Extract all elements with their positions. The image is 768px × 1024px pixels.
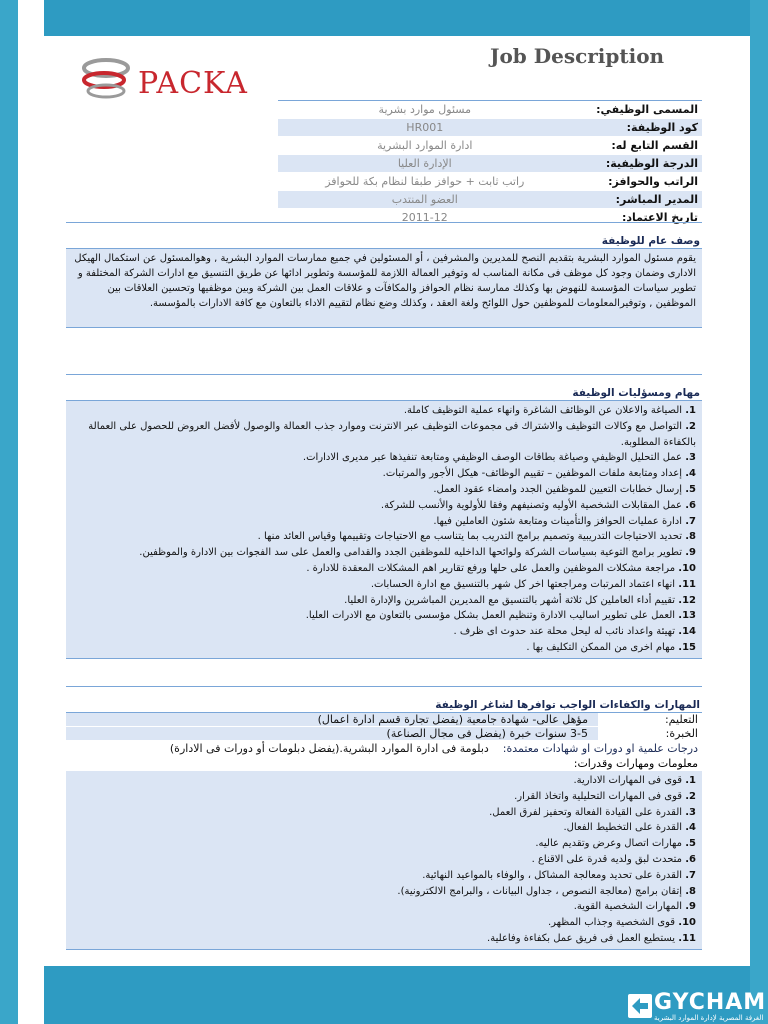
item-text: تحديد الاحتياجات التدريبية وتصميم برامج التدريب بما يتناسب مع الاحتياجات وتقييمها وقياس العائد منها .	[257, 531, 683, 543]
item-number: 5.	[685, 483, 696, 495]
item-number: 13.	[678, 610, 696, 622]
item-number: 4.	[685, 468, 696, 480]
item-number: 6.	[685, 499, 696, 511]
list-item	[72, 545, 696, 561]
item-number: 2.	[685, 420, 696, 432]
item-text: المهارات الشخصية القوية.	[573, 901, 683, 913]
info-value: العضو المنتدب	[278, 191, 572, 209]
list-item	[72, 773, 696, 789]
list-item	[72, 561, 696, 577]
info-label: تاريخ الاعتماد:	[572, 209, 702, 227]
list-item	[72, 450, 696, 466]
item-text: قوى الشخصية وجذاب المظهر.	[547, 917, 676, 929]
list-item	[72, 577, 696, 593]
info-label: القسم التابع له:	[572, 137, 702, 155]
packa-logo	[80, 48, 248, 106]
skills-list	[66, 771, 702, 950]
item-number: 1.	[685, 775, 696, 786]
degrees-row	[66, 741, 702, 756]
info-value: راتب ثابت + حوافز طبقا لنظام بكة للحوافز	[278, 173, 572, 191]
info-value: ادارة الموارد البشرية	[278, 137, 572, 155]
knowledge-label: معلومات ومهارات وقدرات:	[573, 757, 698, 770]
item-number: 15.	[678, 641, 696, 653]
item-number: 9.	[685, 901, 696, 913]
job-info-table	[278, 100, 702, 227]
info-row	[278, 173, 702, 191]
item-number: 1.	[685, 405, 696, 416]
info-row	[278, 101, 702, 119]
experience-value: 3-5 سنوات خبرة (يفضل فى مجال الصناعة)	[66, 727, 598, 740]
info-value: 2011-12	[278, 209, 572, 227]
section-heading: مهام ومسؤليات الوظيفة	[66, 374, 702, 401]
item-text: عمل المقابلات الشخصية الأوليه وتصنيفهم وفقا للأولوية والأنسب للشركة.	[380, 499, 683, 511]
item-number: 8.	[685, 531, 696, 543]
item-number: 2.	[685, 790, 696, 802]
info-label: كود الوظيفة:	[572, 119, 702, 137]
info-row	[278, 155, 702, 173]
list-item	[72, 868, 696, 884]
list-item	[72, 529, 696, 545]
info-label: الدرجة الوظيفية:	[572, 155, 702, 173]
top-band	[44, 0, 750, 36]
item-text: القدرة على تحديد ومعالجة المشاكل ، والوفاء بالمواعيد النهائية.	[422, 869, 683, 881]
item-text: عمل التحليل الوظيفي وصياغة بطاقات الوصف الوظيفي ومتابعة تنفيذها عبر مديرى الادارات.	[302, 452, 683, 464]
item-number: 8.	[685, 885, 696, 897]
experience-label: الخبرة:	[598, 727, 702, 740]
general-description-section	[66, 222, 702, 328]
list-item	[72, 789, 696, 805]
skills-section	[66, 686, 702, 950]
list-item	[72, 852, 696, 868]
tasks-list	[66, 401, 702, 659]
list-item	[72, 419, 696, 451]
item-text: الصياغة والاعلان عن الوظائف الشاغرة وانهاء عملية التوظيف كاملة.	[403, 405, 683, 416]
item-text: مراجعة مشكلات الموظفين والعمل على حلها ورفع تقارير اهم المشكلات المعقدة للادارة .	[306, 562, 676, 574]
item-text: انهاء اعتماد المرتبات ومراجعتها اخر كل شهر بالتنسيق مع ادارة الحسابات.	[370, 578, 676, 590]
education-row	[66, 713, 702, 727]
experience-row	[66, 727, 702, 741]
info-row	[278, 191, 702, 209]
list-item	[72, 805, 696, 821]
item-number: 6.	[685, 853, 696, 865]
list-item	[72, 608, 696, 624]
logo-text: PACKA	[138, 66, 248, 101]
item-text: القدرة على التخطيط الفعال.	[563, 822, 683, 834]
info-label: الراتب والحوافز:	[572, 173, 702, 191]
item-number: 11.	[678, 578, 696, 590]
degrees-value: دبلومة فى ادارة الموارد البشرية.(يفضل دبلومات أو دورات فى الادارة)	[169, 742, 489, 755]
list-item	[72, 466, 696, 482]
info-label: المسمى الوظيفي:	[572, 101, 702, 119]
item-text: متحدث لبق ولديه قدرة على الاقناع .	[531, 853, 683, 865]
list-item	[72, 482, 696, 498]
item-text: إعداد ومتابعة ملفات الموظفين – تقييم الوظائف- هيكل الأجور والمرتبات.	[382, 468, 683, 480]
item-number: 14.	[678, 626, 696, 638]
item-text: العمل على تطوير اساليب الادارة وتنظيم العمل بشكل مؤسسى بالتعاون مع الادرات العليا.	[305, 610, 676, 622]
item-text: تهيئة واعداد نائب له ليحل محلة عند حدوث اى ظرف .	[453, 626, 676, 638]
gycham-logo	[628, 990, 768, 1024]
item-text: مهام اخرى من الممكن التكليف بها .	[526, 641, 676, 653]
section-heading: وصف عام للوظيفة	[66, 222, 702, 249]
list-item	[72, 640, 696, 656]
section-heading: المهارات والكفاءات الواجب توافرها لشاغر الوظيفة	[66, 686, 702, 713]
item-text: تطوير برامج التوعية بسياسات الشركة ولوائحها الداخليه للموظفين الجدد والقدامى والعمل على سد الفجوات بين الادارة والموظفين.	[139, 547, 683, 559]
gycham-emblem-icon	[628, 994, 652, 1018]
item-number: 4.	[685, 822, 696, 834]
item-text: إرسال خطابات التعيين للموظفين الجدد وامضاء عقود العمل.	[433, 483, 683, 495]
info-row	[278, 137, 702, 155]
item-number: 12.	[678, 594, 696, 606]
item-text: إتقان برامج (معالجة النصوص ، جداول البيانات ، والبرامج الالكترونية).	[397, 885, 683, 897]
logo-swirl-icon	[80, 48, 140, 106]
list-item	[72, 514, 696, 530]
left-border	[0, 0, 18, 1024]
gycham-subtitle: الغرفة المصرية لإدارة الموارد البشرية	[654, 1014, 764, 1022]
list-item	[72, 836, 696, 852]
list-item	[72, 820, 696, 836]
info-label: المدير المباشر:	[572, 191, 702, 209]
list-item	[72, 624, 696, 640]
item-number: 9.	[685, 547, 696, 559]
general-description-text: يقوم مسئول الموارد البشرية بتقديم النصح للمديرين والمشرفين ، أو المسئولين في جميع ممارسات الموارد البشرية , وهوالمسئول عن استكمال الهيكل الادارى وضمان وجود كل موظف فى مكانة المناسب له وتوفير العمالة اللازمة للمؤسسة وتطوير ادائها عن طريق التنسيق مع ادارات الشركة المختلفة و تطوير سياسات المؤسسة للنهوض بها وكذلك ممارسة نظام الحوافز والمكافآت و علاقات العمل بين الشركة وبين موظفيها وتحسين العلاقات بين الموظفين , وتوفيرالمعلومات للموظفين حول اللوائح ولغة العقد ، وكذلك وضع نظام لتقييم الاداء بالتعاون مع كافة الادارات بالمؤسسة.	[66, 249, 702, 328]
item-text: قوى فى المهارات الادارية.	[573, 775, 683, 786]
info-value: الإدارة العليا	[278, 155, 572, 173]
item-number: 11.	[678, 932, 696, 944]
item-text: التواصل مع وكالات التوظيف والاشتراك فى مجموعات التوظيف عبر الانترنت وموارد جذب العمالة والوصول لأفضل العروض للحصول على العمالة بالكفاءة المطلوبة.	[88, 420, 696, 448]
list-item	[72, 915, 696, 931]
list-item	[72, 899, 696, 915]
info-value: مسئول موارد بشرية	[278, 101, 572, 119]
list-item	[72, 498, 696, 514]
item-number: 3.	[685, 806, 696, 818]
item-number: 10.	[678, 917, 696, 929]
item-text: القدرة على القيادة الفعالة وتحفيز لفرق العمل.	[489, 806, 683, 818]
document-page	[44, 36, 750, 966]
item-text: مهارات اتصال وعرض وتقديم عاليه.	[535, 838, 683, 850]
gycham-brand: GYCHAM	[654, 990, 767, 1015]
list-item	[72, 931, 696, 947]
item-text: ادارة عمليات الحوافز والتأمينات ومتابعة شئون العاملين فيها.	[433, 515, 683, 527]
item-text: قوى فى المهارات التحليلية واتخاذ القرار.	[514, 790, 683, 802]
list-item	[72, 403, 696, 419]
item-number: 3.	[685, 452, 696, 464]
education-label: التعليم:	[598, 713, 702, 726]
item-number: 7.	[685, 515, 696, 527]
right-border	[750, 0, 768, 1024]
item-text: تقييم أداء العاملين كل ثلاثة أشهر بالتنسيق مع المديرين المباشرين والإدارة العليا.	[344, 594, 676, 606]
degrees-label: درجات علمية او دورات او شهادات معتمدة:	[502, 742, 698, 755]
list-item	[72, 593, 696, 609]
info-row	[278, 119, 702, 137]
page-title: Job Description	[490, 44, 665, 68]
item-text: يستطيع العمل فى فريق عمل بكفاءة وفاعلية.	[487, 932, 676, 944]
item-number: 10.	[678, 562, 696, 574]
info-value: HR001	[278, 119, 572, 137]
education-value: مؤهل عالى- شهادة جامعية (يفضل تجارة قسم ادارة اعمال)	[66, 713, 598, 726]
item-number: 5.	[685, 838, 696, 850]
list-item	[72, 884, 696, 900]
bottom-band	[44, 966, 767, 1024]
tasks-section	[66, 374, 702, 659]
item-number: 7.	[685, 869, 696, 881]
